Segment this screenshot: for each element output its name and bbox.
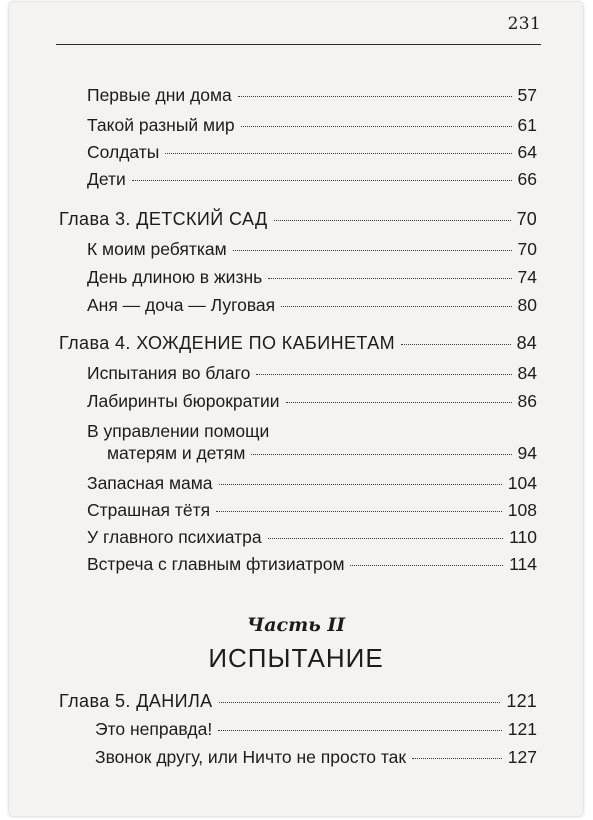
toc-entry [87,499,537,521]
toc-entry [95,718,537,740]
toc-entry-page: 108 [507,500,537,520]
toc-entry [87,362,537,384]
toc-entry-page: 94 [517,443,537,463]
part-label: Часть II [246,614,346,636]
toc-entry-page: 61 [517,115,537,135]
toc-entry [87,84,537,106]
toc-entry-page: 74 [517,267,537,287]
toc-entry-title: Такой разный мир [87,115,235,135]
toc-chapter [59,690,537,712]
leader-dots [216,511,502,512]
toc-entry-page: 114 [509,554,537,574]
leader-dots [412,758,502,759]
toc-chapter-page: 121 [506,691,537,711]
toc-entry-title: Лабиринты бюрократии [87,391,280,411]
header-rule [56,44,541,45]
toc-entry [87,472,537,494]
toc-entry-page: 84 [517,363,537,383]
toc-entry-line1: В управлении помощи [87,421,270,441]
leader-dots [219,702,501,703]
leader-dots [268,538,504,539]
leader-dots [238,96,512,97]
toc-entry [95,746,537,768]
leader-dots [218,730,502,731]
toc-entry-page: 104 [507,473,537,493]
toc-entry-title: Звонок другу, или Ничто не просто так [95,747,407,767]
leader-dots [241,126,512,127]
toc-entry-title: День длиною в жизнь [87,267,263,287]
toc-chapter-page: 84 [516,333,537,353]
leader-dots [274,220,511,221]
leader-dots [251,454,511,455]
toc-entry-page: 121 [507,719,537,739]
toc-entry [87,114,537,136]
toc-entry-page: 57 [517,85,537,105]
toc-entry-title: К моим ребяткам [87,239,227,259]
toc-entry-title: У главного психиатра [87,527,262,547]
toc-entry-title: Встреча с главным фтизиатром [87,554,345,574]
toc-entry-page: 66 [517,169,537,189]
leader-dots [268,278,511,279]
leader-dots [132,180,512,181]
toc-entry-title: Дети [87,169,126,189]
toc-chapter [59,208,537,230]
toc-entry-page: 127 [507,747,537,767]
part-title: ИСПЫТАНИЕ [208,643,384,673]
toc-entry [87,553,537,575]
toc-entry-title: Страшная тётя [87,500,211,520]
toc-entry-page: 110 [509,527,537,547]
toc-entry [87,238,537,260]
leader-dots [350,565,503,566]
toc-entry [87,141,537,163]
toc-entry [87,266,537,288]
toc-entry [87,390,537,412]
toc-entry-title: Испытания во благо [87,363,251,383]
toc-entry-title: Это неправда! [95,719,213,739]
toc-entry-page: 80 [517,295,537,315]
toc-entry-title: Запасная мама [87,473,213,493]
toc-entry-page: 64 [517,142,537,162]
toc-chapter-title: Глава 4. ХОЖДЕНИЕ ПО КАБИНЕТАМ [59,333,395,353]
toc-entry-title: Солдаты [87,142,160,162]
toc-entry [107,442,537,464]
toc-chapter-page: 70 [516,209,537,229]
leader-dots [165,153,511,154]
toc-chapter-title: Глава 5. ДАНИЛА [59,691,213,711]
toc-entry-title: матерям и детям [107,443,246,463]
toc-entry-page: 70 [517,239,537,259]
leader-dots [256,374,511,375]
leader-dots [233,250,512,251]
leader-dots [281,306,511,307]
toc-entry-title: Аня — доча — Луговая [87,295,276,315]
book-page [9,2,583,816]
leader-dots [219,484,502,485]
toc-entry [87,526,537,548]
toc-entry [87,294,537,316]
toc-entry-page: 86 [517,391,537,411]
toc-chapter [59,332,537,354]
leader-dots [401,344,511,345]
toc-entry-title: Первые дни дома [87,85,232,105]
leader-dots [286,402,512,403]
toc-entry [87,168,537,190]
page-number: 231 [507,14,541,34]
toc-chapter-title: Глава 3. ДЕТСКИЙ САД [59,209,268,229]
